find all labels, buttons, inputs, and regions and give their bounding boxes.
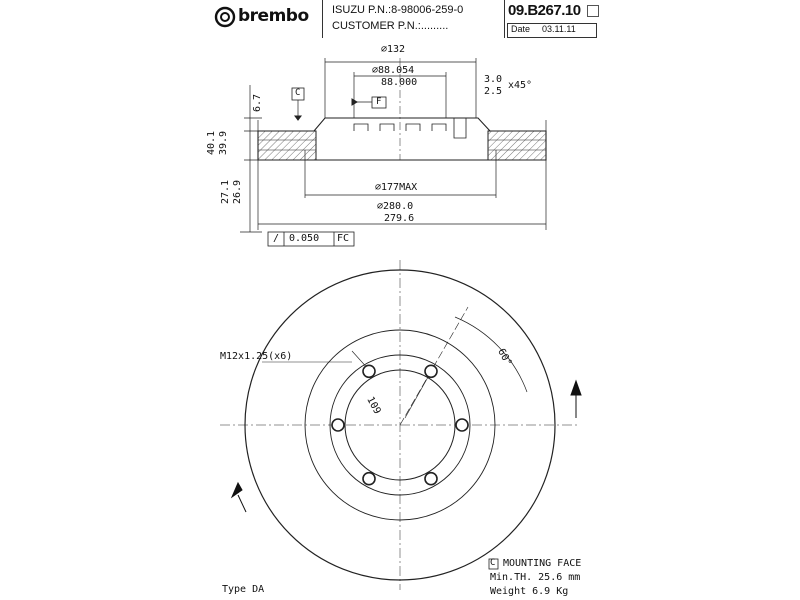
dim-177-max: ∅177MAX	[375, 182, 418, 193]
datum-c-label: C	[295, 88, 301, 98]
brand-name: brembo	[238, 6, 309, 26]
bolt-hole	[363, 365, 375, 377]
datum-f-label: F	[376, 97, 382, 107]
dim-26-9: 26.9	[232, 179, 243, 204]
bolt-hole	[425, 473, 437, 485]
thread-callout: M12x1.25(x6)	[220, 351, 293, 362]
dim-132: ∅132	[381, 44, 406, 55]
isuzu-part-number: ISUZU P.N.:8-98006-259-0	[332, 4, 464, 16]
date-value: 03.11.11	[542, 24, 576, 34]
min-thickness-note: Min.TH. 25.6 mm	[490, 572, 581, 583]
chamfer-b: 2.5	[484, 86, 503, 97]
type-note: Type DA	[222, 584, 265, 595]
bolt-hole	[456, 419, 468, 431]
customer-part-number: CUSTOMER P.N.:.........	[332, 20, 449, 32]
runout-value: 0.050	[289, 233, 320, 244]
dim-39-9: 39.9	[218, 130, 229, 155]
weight-note: Weight 6.9 Kg	[490, 586, 569, 597]
angle-60: 60°	[495, 347, 514, 369]
chamfer-a: 3.0	[484, 74, 503, 85]
dim-280-0: ∅280.0	[377, 201, 414, 212]
dim-6-7: 6.7	[252, 93, 263, 112]
chamfer-angle: x45°	[508, 80, 533, 91]
runout-reference: FC	[337, 233, 350, 244]
dim-40-1: 40.1	[206, 130, 217, 155]
mounting-face-note: MOUNTING FACE	[503, 558, 582, 569]
bolt-hole	[332, 419, 344, 431]
bolt-hole	[363, 473, 375, 485]
rotation-arrows	[232, 381, 581, 512]
date-label: Date	[511, 24, 531, 34]
bolt-hole	[425, 365, 437, 377]
dim-88-000: 88.000	[381, 77, 418, 88]
dim-88-054: ∅88.054	[372, 65, 415, 76]
part-code: 09.B267.10	[508, 2, 581, 19]
dim-279-6: 279.6	[384, 213, 415, 224]
front-view-drawing	[220, 260, 580, 590]
dim-27-1: 27.1	[220, 179, 231, 204]
mounting-face-c: C	[490, 558, 496, 568]
pcd-109: 109	[364, 395, 383, 417]
runout-symbol: /	[273, 233, 280, 244]
